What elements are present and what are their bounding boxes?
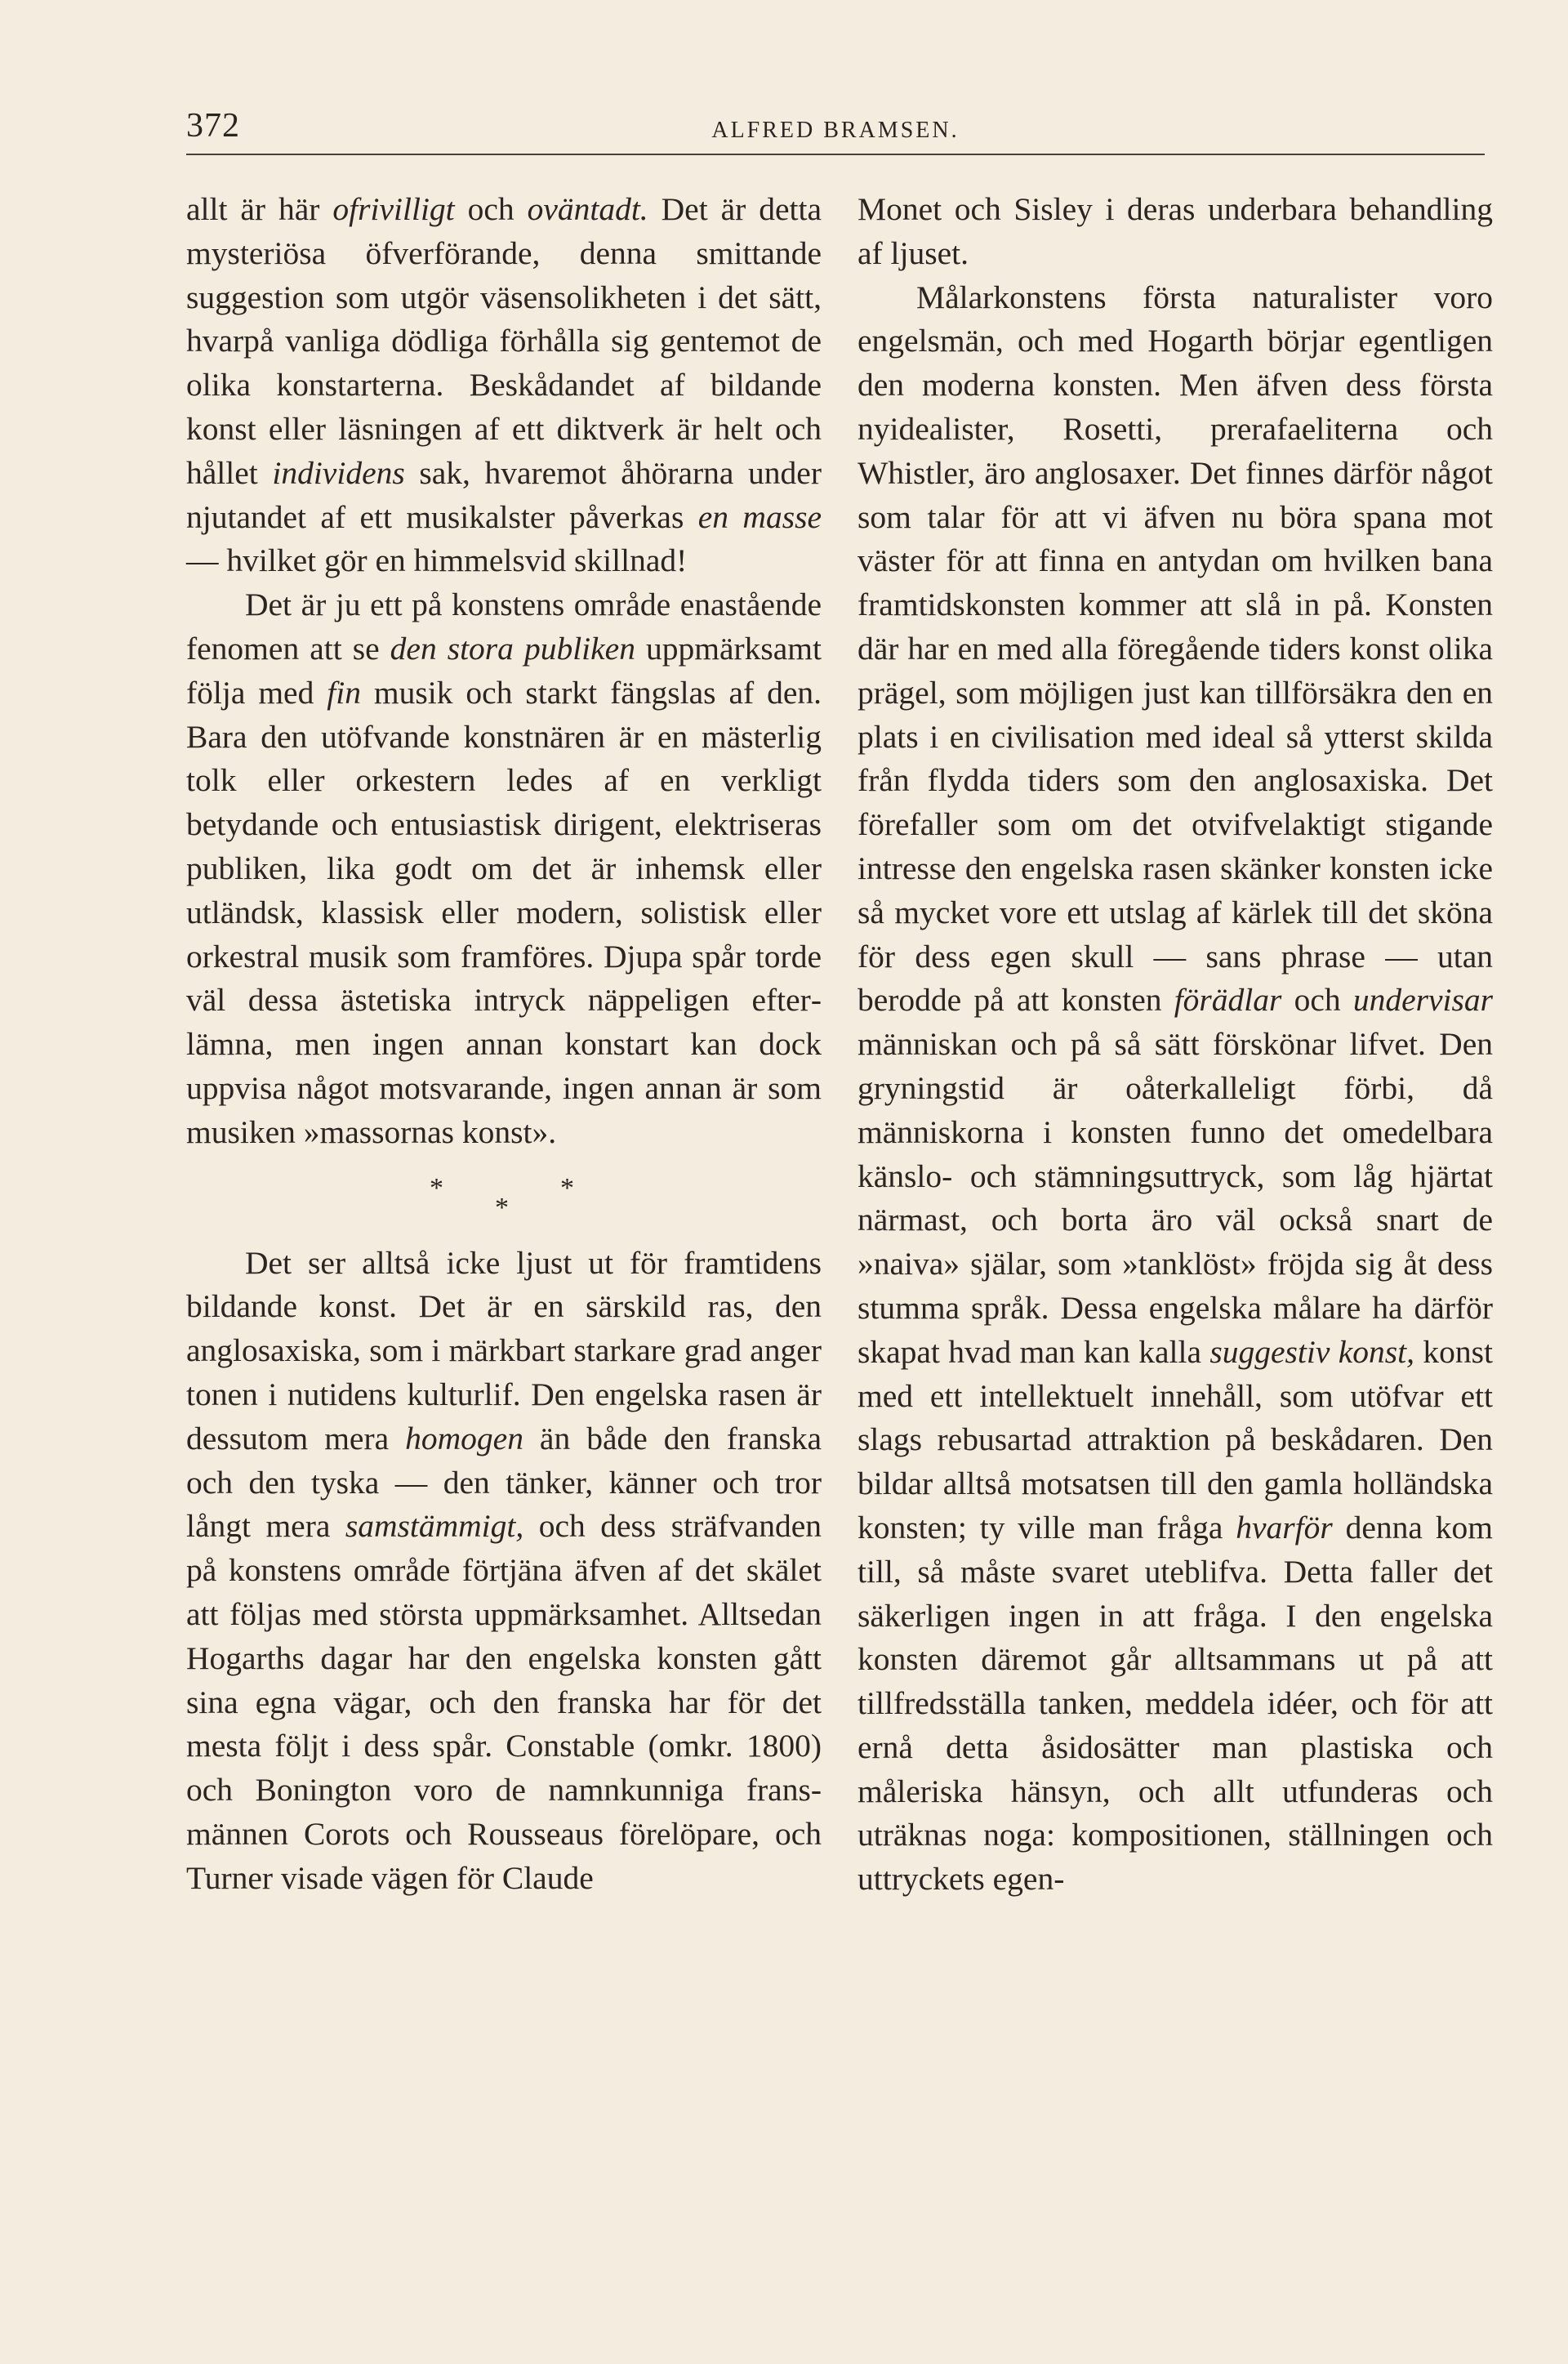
paragraph: Det ser alltså icke ljust ut för framtidens bildande konst. Det är en särskild ras, den anglosaxiska, som i märkbart starkare grad anger tonen i nutidens kulturlif. Den engelska rasen är dessutom mera homogen än både den franska och den tyska — den tänker, känner och tror långt mera samstämmigt, och dess sträfvanden på konstens område förtjäna äfven af det skälet att följas med största uppmärksamhet. Alltsedan Hogarths dagar har den engelska konsten gått sina egna vägar, och den franska har för det mesta följt i dess spår. Constable (omkr. 1800) och Bonington voro de namnkunniga fransmännen Corots och Rousseaus förelöpare, och Turner visade vägen för Claude: [186, 1244, 822, 1896]
page-number: 372: [186, 107, 240, 145]
paragraph: allt är här ofrivilligt och oväntadt. Det är detta mysteriösa öfverförande, denna smittande suggestion som utgör väsensolikheten i det sätt, hvarpå vanliga dödliga förhålla sig gentemot de olika konstarterna. Beskådandet af bildande konst eller läsningen af ett diktverk är helt och hållet individens sak, hvaremot åhörarna under njutandet af ett musikalster påverkas en masse — hvilket gör en himmelsvid skillnad!: [186, 191, 822, 579]
paragraph: Det är ju ett på konstens område enastående fenomen att se den stora publiken uppmärksamt följa med fin musik och starkt fängslas af den. Bara den utöfvande konstnären är en mästerlig tolk eller orkestern ledes af en verkligt betydande och entusiastisk dirigent, elektriseras publiken, lika godt om det är inhemsk eller utländsk, klassisk eller modern, solistisk eller orkestral musik som framföres. Djupa spår torde väl dessa ästetiska intryck näppeligen efterlämna, men ingen annan konstart kan dock uppvisa något motsvarande, ingen annan är som musiken »massornas konst».: [186, 587, 822, 1150]
italic-text: hvarför: [1236, 1509, 1333, 1546]
italic-text: suggestiv konst,: [1209, 1333, 1415, 1370]
asterisk: *: [430, 1172, 443, 1203]
left-column: [186, 188, 822, 1900]
italic-text: den stora publiken: [390, 630, 635, 667]
italic-text: samstämmigt,: [345, 1508, 524, 1545]
italic-text: oväntadt.: [527, 191, 648, 227]
running-head: ALFRED BRAMSEN.: [711, 118, 960, 143]
section-break-asterism: [186, 1155, 822, 1242]
italic-text: homogen: [405, 1420, 523, 1456]
asterisk: *: [560, 1172, 574, 1203]
italic-text: individens: [272, 454, 405, 491]
italic-text: ofrivilligt: [332, 191, 455, 227]
italic-text: en masse: [697, 498, 822, 535]
page-header: [186, 105, 1485, 155]
paragraph: Monet och Sisley i deras underbara behandling af ljuset.: [858, 191, 1493, 271]
right-column: [858, 188, 1493, 1902]
asterisk: *: [495, 1192, 509, 1223]
italic-text: undervisar: [1352, 982, 1493, 1019]
italic-text: förädlar: [1174, 982, 1282, 1019]
italic-text: fin: [327, 674, 361, 711]
paragraph: Målarkonstens första naturalister voro engelsmän, och med Hogarth börjar egentligen den moderna konsten. Men äfven dess första nyidealister, Rosetti, prerafaeliterna och Whistler, äro anglosaxer. Det finnes därför något som talar för att vi äfven nu böra spana mot väster för att finna en antydan om hvilken bana framtidskonsten kommer att slå in på. Konsten där har en med alla föregående tiders konst olika prägel, som möjligen just kan tillförsäkra den en plats i en civilisation med ideal så ytterst skilda från flydda tiders som den anglosaxiska. Det förefaller som om det otvifvelaktigt stigande intresse den engelska rasen skänker konsten icke så mycket vore ett utslag af kärlek till det sköna för dess egen skull — sans phrase — utan berodde på att konsten förädlar och undervisar människan och på så sätt förskönar lifvet. Den gryningstid är oåterkalleligt förbi, då människorna i konsten funno det omedelbara känslo- och stämningsuttryck, som låg hjärtat närmast, och borta äro väl också snart de »naiva» själar, som »tanklöst» fröjda sig åt dess stumma språk. Dessa engelska målare ha därför skapat hvad man kan kalla suggestiv konst, konst med ett intellektuelt innehåll, som utöfvar ett slags rebusartad attraktion på beskådaren. Den bildar alltså motsatsen till den gamla holländska konsten; ty ville man fråga hvarför denna kom till, så måste svaret uteblifva. Detta faller det säkerligen ingen in att fråga. I den engelska konsten däremot går alltsammans ut på att tillfredsställa tanken, meddela idéer, och för att ernå detta åsidosätter man plastiska och måleriska hänsyn, och allt utfunderas och uträknas noga: kompositionen, ställningen och uttryckets egen-: [858, 279, 1493, 1898]
